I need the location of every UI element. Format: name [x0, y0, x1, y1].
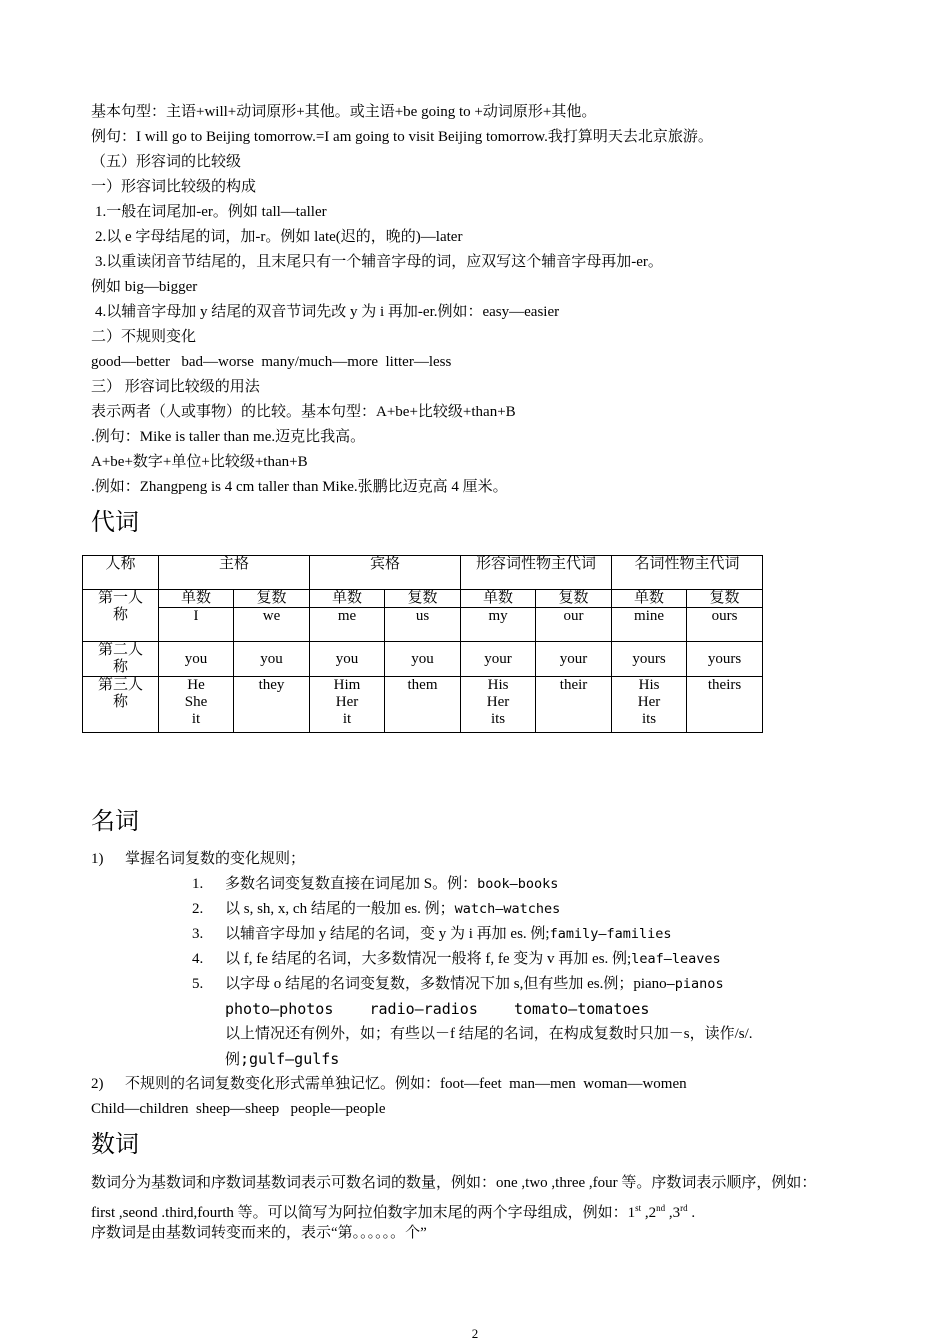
- plural-label: 复数: [385, 590, 461, 608]
- header-person: 人称: [83, 556, 159, 590]
- table-cell: our: [536, 608, 612, 642]
- table-cell: ours: [687, 608, 763, 642]
- noun-p1: 掌握名词复数的变化规则；: [125, 851, 306, 867]
- table-cell: theirs: [687, 677, 763, 733]
- header-object: 宾格: [310, 556, 461, 590]
- plural-label: 复数: [536, 590, 612, 608]
- noun-heading: 名词: [91, 807, 139, 835]
- adj-rule3b: 例如 big—bigger: [91, 279, 198, 295]
- table-cell: He She it: [159, 677, 234, 733]
- numeral-line-2: first ,seond .third,fourth 等。可以简写为阿拉伯数字加末尾的两个字母组成，例如：1st ,2nd ,3rd .: [91, 1203, 696, 1221]
- table-row: [83, 608, 763, 642]
- adj-rule2: 2.以 e 字母结尾的词，加-r。例如 late(迟的，晚的)—later: [95, 229, 463, 245]
- header-adj-possessive: 形容词性物主代词: [461, 556, 612, 590]
- noun-item-number: 3.: [192, 926, 204, 942]
- table-row: [83, 642, 763, 677]
- table-cell: you: [159, 642, 234, 677]
- singular-label: 单数: [612, 590, 687, 608]
- plural-label: 复数: [234, 590, 310, 608]
- header-subject: 主格: [159, 556, 310, 590]
- adj-example2: .例如：Zhangpeng is 4 cm taller than Mike.张鹏比迈克高 4 厘米。: [91, 479, 508, 495]
- numeral-line-1: 数词分为基数词和序数词基数词表示可数名词的数量，例如：one ,two ,three ,four 等。序数词表示顺序，例如：: [91, 1175, 817, 1191]
- pronoun-number-row: [83, 590, 763, 608]
- adj-rule3: 3.以重读闭音节结尾的，且末尾只有一个辅音字母的词，应双写这个辅音字母再加-er。: [95, 254, 663, 270]
- singular-label: 单数: [310, 590, 385, 608]
- adj-usage: 表示两者（人或事物）的比较。基本句型：A+be+比较级+than+B: [91, 404, 516, 420]
- noun-item-number: 1.: [192, 876, 204, 892]
- adj-example1: .例句：Mike is taller than me.迈克比我高。: [91, 429, 366, 445]
- future-example: 例句：I will go to Beijing tomorrow.=I am going to visit Beijing tomorrow.我打算明天去北京旅游。: [91, 129, 713, 145]
- table-cell: my: [461, 608, 536, 642]
- table-cell: me: [310, 608, 385, 642]
- table-cell: us: [385, 608, 461, 642]
- table-cell: we: [234, 608, 310, 642]
- table-cell: they: [234, 677, 310, 733]
- noun-p2: 不规则的名词复数变化形式需单独记忆。例如：foot—feet man—men woman—women: [125, 1076, 687, 1092]
- adj-sub1: 一）形容词比较级的构成: [91, 179, 257, 195]
- adj-rule1: 1.一般在词尾加-er。例如 tall—taller: [95, 204, 327, 220]
- pronoun-heading: 代词: [91, 508, 139, 536]
- table-cell: their: [536, 677, 612, 733]
- future-pattern: 基本句型：主语+will+动词原形+其他。或主语+be going to +动词原形+其他。: [91, 104, 597, 120]
- singular-label: 单数: [461, 590, 536, 608]
- row-label-first: 第一人称: [83, 590, 159, 642]
- table-cell: them: [385, 677, 461, 733]
- page-number: 2: [471, 1326, 479, 1341]
- noun-item-3: 以辅音字母加 y 结尾的名词，变 y 为 i 再加 es. 例;family—families: [225, 926, 672, 942]
- noun-item-number: 4.: [192, 951, 204, 967]
- table-cell: mine: [612, 608, 687, 642]
- noun-item-4: 以 f, fe 结尾的名词，大多数情况一般将 f, fe 变为 v 再加 es. 例;leaf—leaves: [225, 951, 721, 967]
- noun-exception: 以上情况还有例外，如；有些以－f 结尾的名词，在构成复数时只加－s，读作/s/.: [225, 1026, 753, 1042]
- table-cell: His Her its: [612, 677, 687, 733]
- numeral-line-3: 序数词是由基数词转变而来的，表示“第。。。。。。个”: [91, 1225, 427, 1241]
- adj-title: （五）形容词的比较级: [91, 154, 242, 170]
- adj-rule4: 4.以辅音字母加 y 结尾的双音节词先改 y 为 i 再加-er.例如：easy—easier: [95, 304, 560, 320]
- adj-sub3: 三） 形容词比较级的用法: [91, 379, 260, 395]
- adj-irregular: good—better bad—worse many/much—more litter—less: [91, 354, 452, 370]
- noun-item-1: 多数名词变复数直接在词尾加 S。例：book—books: [225, 876, 559, 892]
- table-cell: you: [385, 642, 461, 677]
- table-cell: His Her its: [461, 677, 536, 733]
- noun-item-2: 以 s, sh, x, ch 结尾的一般加 es. 例；watch—watches: [225, 901, 561, 917]
- noun-p1-number: 1): [91, 851, 104, 867]
- table-cell: I: [159, 608, 234, 642]
- singular-label: 单数: [159, 590, 234, 608]
- pronoun-table: [82, 555, 763, 733]
- adj-pattern2: A+be+数字+单位+比较级+than+B: [91, 454, 308, 470]
- table-cell: Him Her it: [310, 677, 385, 733]
- table-cell: your: [461, 642, 536, 677]
- table-cell: yours: [612, 642, 687, 677]
- noun-gulf: 例;gulf—gulfs: [225, 1050, 340, 1068]
- table-row: [83, 677, 763, 733]
- row-label-second: 第二人称: [83, 642, 159, 677]
- table-cell: yours: [687, 642, 763, 677]
- row-label-third: 第三人称: [83, 677, 159, 733]
- header-noun-possessive: 名词性物主代词: [612, 556, 763, 590]
- noun-p2b: Child—children sheep—sheep people—people: [91, 1101, 386, 1117]
- noun-item-number: 2.: [192, 901, 204, 917]
- pronoun-header-row: [83, 556, 763, 590]
- noun-item-5: 以字母 o 结尾的名词变复数，多数情况下加 s,但有些加 es.例；piano—pianos: [225, 976, 724, 992]
- table-cell: you: [310, 642, 385, 677]
- adj-sub2: 二）不规则变化: [91, 329, 197, 345]
- noun-item-number: 5.: [192, 976, 204, 992]
- noun-p2-number: 2): [91, 1076, 104, 1092]
- plural-label: 复数: [687, 590, 763, 608]
- noun-photo-line: photo—photos radio—radios tomato—tomatoes: [225, 1000, 650, 1018]
- numeral-heading: 数词: [91, 1130, 139, 1158]
- table-cell: you: [234, 642, 310, 677]
- table-cell: your: [536, 642, 612, 677]
